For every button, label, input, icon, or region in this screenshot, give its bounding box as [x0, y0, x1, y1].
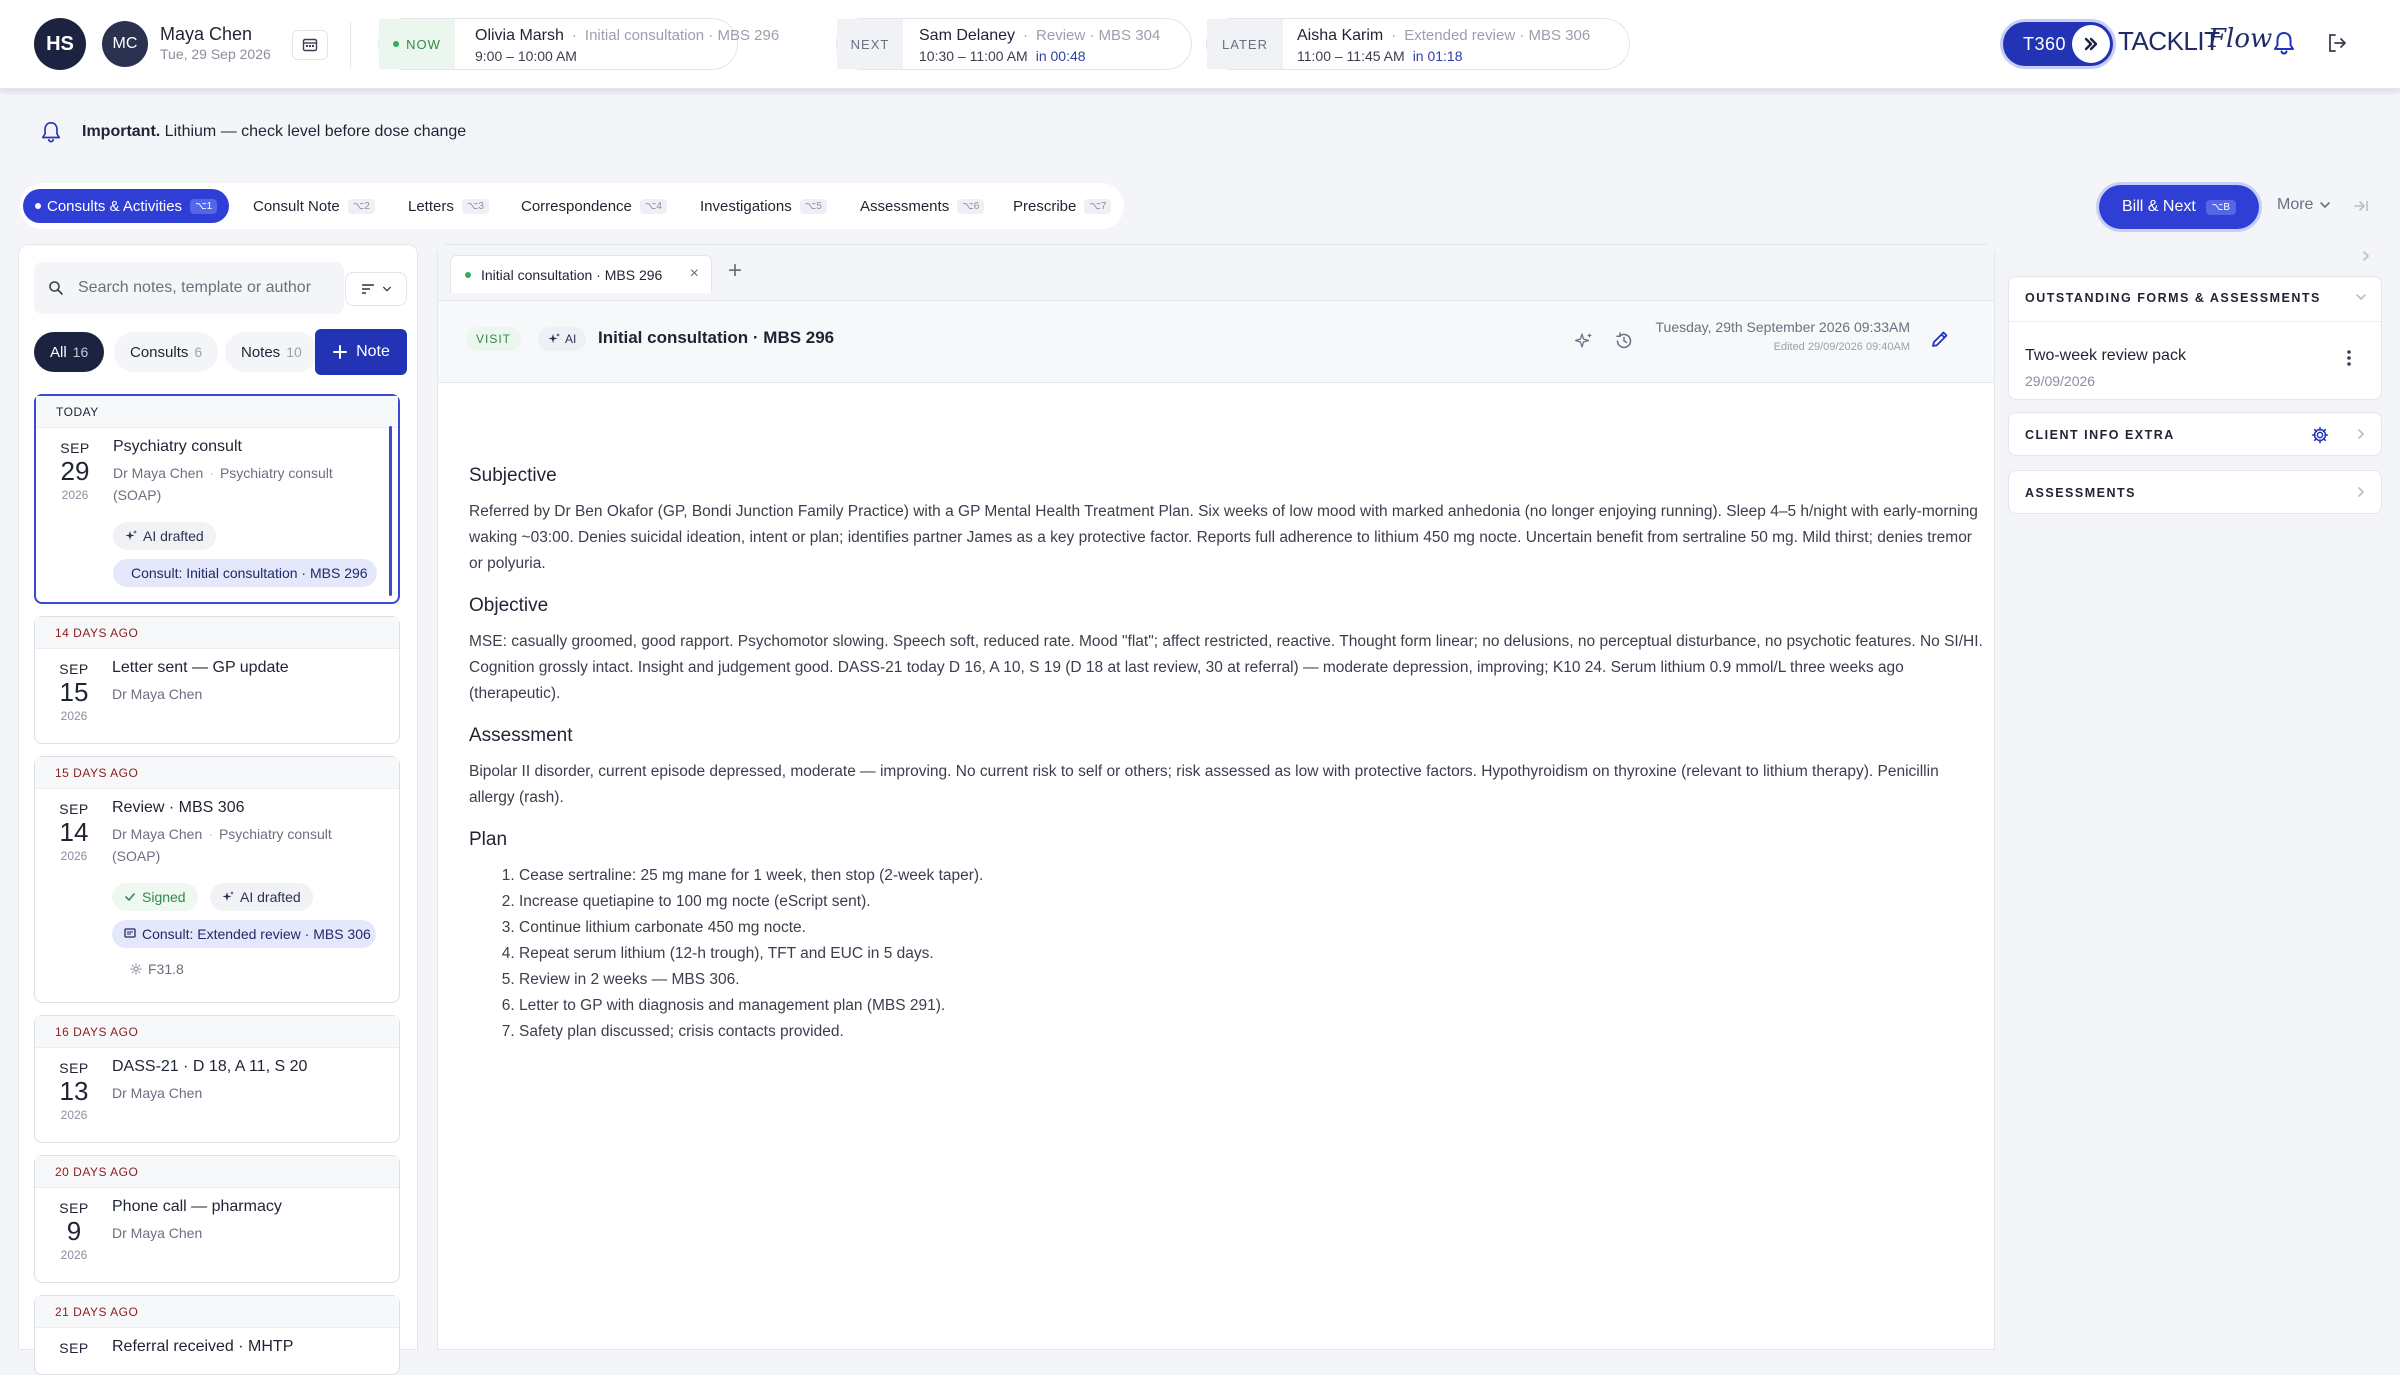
brand-logo: TACKLIT	[2118, 26, 2220, 56]
assessments-card[interactable]	[2008, 470, 2382, 514]
client-info-extra-card[interactable]	[2008, 412, 2382, 456]
appointment-next-client: Sam Delaney · Review · MBS 304	[919, 27, 1161, 44]
sort-icon	[360, 282, 376, 296]
activities-panel	[18, 244, 418, 1356]
form-date: 29/09/2026	[2025, 373, 2096, 389]
document-header-actions	[1574, 331, 1634, 351]
group-heading: 20 DAYS AGO	[35, 1156, 399, 1188]
notice-text: Important. Lithium — check level before dose change	[82, 123, 467, 140]
sort-button[interactable]	[345, 272, 407, 306]
item-day: 29	[60, 456, 90, 486]
item-year: 2026	[60, 1248, 88, 1262]
calendar-icon	[302, 37, 318, 53]
assessment-heading: Assessment	[469, 725, 573, 746]
appointment-next[interactable]	[836, 18, 1192, 70]
ai-sparkle-icon[interactable]	[1574, 331, 1594, 351]
appointment-now[interactable]	[378, 18, 780, 70]
signed-chip: Signed	[112, 883, 198, 911]
plan-item: 4. Repeat serum lithium (12-h trough), TFT and EUC in 5 days.	[519, 941, 1984, 967]
collapse-panel-icon[interactable]	[2352, 197, 2370, 215]
group-heading: 21 DAYS AGO	[35, 1296, 399, 1328]
plan-item: 3. Continue lithium carbonate 450 mg nocte.	[519, 915, 1984, 941]
activity-group-15-days[interactable]	[34, 756, 400, 1003]
bell-icon[interactable]	[2272, 30, 2296, 56]
tab-investigations[interactable]: Investigations ⌥5	[700, 189, 827, 223]
objective-heading: Objective	[469, 595, 549, 616]
item-month: SEP	[60, 440, 90, 456]
appointment-later-time: 11:00 – 11:45 AM in 01:18	[1297, 48, 1463, 64]
plan-item: 2. Increase quetiapine to 100 mg nocte (eScript sent).	[519, 889, 1984, 915]
edit-pencil-icon[interactable]	[1930, 329, 1950, 349]
check-icon	[124, 891, 136, 903]
search-icon	[48, 280, 64, 296]
subjective-heading: Subjective	[469, 465, 557, 486]
appointment-now-tag: NOW	[379, 19, 455, 69]
appointment-later[interactable]	[1206, 18, 1630, 70]
item-day: 9	[66, 1216, 82, 1246]
sparkle-icon	[125, 530, 137, 542]
item-month: SEP	[59, 1060, 89, 1076]
plan-list	[469, 863, 1984, 1045]
activity-group-14-days[interactable]	[34, 616, 400, 744]
item-meta: Dr Maya Chen	[112, 686, 203, 702]
plus-icon	[332, 344, 348, 360]
appointment-later-client: Aisha Karim · Extended review · MBS 306	[1297, 27, 1591, 44]
outstanding-forms-heading: OUTSTANDING FORMS & ASSESSMENTS	[2025, 291, 2321, 305]
chevron-down-icon	[382, 284, 392, 294]
history-icon[interactable]	[1614, 331, 1634, 351]
diagnosis-code: F31.8	[130, 961, 184, 977]
search-box	[34, 262, 344, 314]
appointment-later-tag: LATER	[1207, 19, 1283, 69]
top-bar	[0, 0, 2400, 89]
ai-drafted-chip: AI drafted	[113, 522, 216, 550]
document-datetime: Tuesday, 29th September 2026 09:33AM	[1655, 319, 1910, 335]
add-note-button[interactable]: Note	[315, 329, 407, 375]
plan-item: 5. Review in 2 weeks — MBS 306.	[519, 967, 1984, 993]
item-day: 14	[59, 817, 89, 847]
main-tabs	[20, 183, 1124, 229]
group-heading: TODAY	[36, 396, 398, 428]
item-meta: Dr Maya Chen	[112, 1225, 203, 1241]
document-panel	[437, 244, 1995, 1350]
calendar-button[interactable]	[292, 30, 328, 60]
activity-group-20-days[interactable]	[34, 1155, 400, 1283]
document-tab[interactable]: Initial consultation · MBS 296 ×	[450, 255, 712, 293]
chevron-down-icon	[2319, 199, 2331, 211]
item-month: SEP	[59, 661, 89, 677]
document-edited: Edited 29/09/2026 09:40AM	[1773, 341, 1910, 353]
logout-icon[interactable]	[2326, 32, 2348, 54]
bill-next-button[interactable]: Bill & Next ⌥B	[2099, 185, 2259, 229]
gear-icon[interactable]	[2311, 426, 2329, 444]
appointment-now-time: 9:00 – 10:00 AM	[475, 48, 577, 64]
item-title: Letter sent — GP update	[112, 659, 289, 676]
user-avatar[interactable]: MC	[102, 21, 148, 67]
item-meta: Dr Maya Chen · Psychiatry consult (SOAP)	[113, 465, 333, 503]
consult-link-chip[interactable]: Consult: Initial consultation · MBS 296	[113, 559, 377, 587]
comment-icon	[124, 928, 136, 940]
appointment-now-client: Olivia Marsh · Initial consultation · MBS 296	[475, 27, 780, 44]
activity-group-today[interactable]	[34, 394, 400, 604]
item-year: 2026	[60, 709, 88, 723]
chevron-right-icon[interactable]	[2355, 486, 2367, 498]
tab-assessments[interactable]: Assessments ⌥6	[860, 189, 984, 223]
item-title: Phone call — pharmacy	[112, 1198, 282, 1215]
item-meta: Dr Maya Chen	[112, 1085, 203, 1101]
plan-heading: Plan	[469, 829, 508, 850]
item-month: SEP	[59, 1200, 89, 1216]
item-title: Psychiatry consult	[113, 438, 242, 455]
filter-consults[interactable]: Consults 6	[114, 332, 218, 372]
item-year: 2026	[60, 849, 88, 863]
appointment-next-tag: NEXT	[837, 19, 903, 69]
tab-prescribe[interactable]: Prescribe ⌥7	[1013, 189, 1111, 223]
important-notice	[0, 112, 2400, 152]
item-month: SEP	[59, 1340, 89, 1356]
item-day: 13	[59, 1076, 89, 1106]
group-heading: 15 DAYS AGO	[35, 757, 399, 789]
activity-group-21-days[interactable]	[34, 1295, 400, 1375]
item-title: Review · MBS 306	[112, 799, 245, 816]
ai-tag: AI	[538, 327, 586, 351]
tab-consults-activities[interactable]: Consults & Activities ⌥1	[23, 189, 229, 223]
chevrons-right-icon	[2072, 25, 2110, 63]
group-heading: 16 DAYS AGO	[35, 1016, 399, 1048]
subjective-text: Referred by Dr Ben Okafor (GP, Bondi Junction Family Practice) with a GP Mental Health Treatment Plan. Six weeks of low mood with marked anhedonia (no longer enjoying running). Sleep 4–5 h/night with early-morning waking ~03:00. Denies suicidal ideation, intent or plan; identifies partner James as a key protective factor. Reports full adherence to lithium 450 mg nocte. Uncertain benefit from sertraline 50 mg. Mild thirst; denies tremor or polyuria.	[469, 503, 1978, 572]
note-body[interactable]	[469, 463, 1984, 1045]
activity-group-16-days[interactable]	[34, 1015, 400, 1143]
item-title: Referral received · MHTP	[112, 1338, 294, 1355]
visit-tag: VISIT	[466, 327, 521, 351]
plan-item: 1. Cease sertraline: 25 mg mane for 1 week, then stop (2-week taper).	[519, 863, 1984, 889]
org-avatar[interactable]: HS	[34, 18, 86, 70]
more-vertical-icon[interactable]	[2347, 349, 2351, 367]
appointment-next-time: 10:30 – 11:00 AM in 00:48	[919, 48, 1086, 64]
item-month: SEP	[59, 801, 89, 817]
brand-logo-script: Flow	[2208, 24, 2273, 54]
chevron-right-icon[interactable]	[2355, 428, 2367, 440]
plan-item: 6. Letter to GP with diagnosis and management plan (MBS 291).	[519, 993, 1984, 1019]
chevron-down-icon[interactable]	[2355, 291, 2367, 303]
divider	[2009, 321, 2381, 322]
outstanding-forms-card	[2008, 276, 2382, 400]
form-title[interactable]: Two-week review pack	[2025, 347, 2186, 364]
objective-text: MSE: casually groomed, good rapport. Psychomotor slowing. Speech soft, reduced rate. Mood "flat"; affect restricted, reactive. Thought form linear; no delusions, no perceptual disturbance, no psychotic features. No SI/HI. Cognition grossly intact. Insight and judgement good. DASS-21 today D 16, A 10, S 19 (D 18 at last review, 30 at referral) — moderate depression, improving; K10 24. Serum lithium 0.9 mmol/L three weeks ago (therapeutic).	[469, 633, 1983, 702]
document-header	[438, 301, 1994, 383]
user-name: Maya Chen	[160, 24, 253, 44]
document-title: Initial consultation · MBS 296	[598, 328, 835, 347]
close-icon[interactable]: ×	[689, 265, 699, 282]
add-tab-button[interactable]: +	[728, 257, 743, 284]
document-tabs	[438, 245, 1994, 301]
item-day: 15	[59, 677, 89, 707]
group-heading: 14 DAYS AGO	[35, 617, 399, 649]
sparkle-icon	[548, 333, 560, 345]
chevron-right-icon[interactable]	[2360, 250, 2372, 262]
sparkle-icon	[222, 891, 234, 903]
ai-drafted-chip: AI drafted	[210, 883, 313, 911]
user-date: Tue, 29 Sep 2026	[160, 46, 271, 62]
t360-badge[interactable]	[2003, 22, 2113, 66]
search-input[interactable]	[78, 276, 334, 300]
tab-letters[interactable]: Letters ⌥3	[408, 189, 489, 223]
more-menu[interactable]: More	[2277, 196, 2331, 214]
item-meta: Dr Maya Chen · Psychiatry consult (SOAP)	[112, 826, 332, 864]
item-year: 2026	[60, 1108, 88, 1122]
client-info-heading: CLIENT INFO EXTRA	[2025, 428, 2175, 442]
bell-icon	[40, 120, 62, 144]
tab-correspondence[interactable]: Correspondence ⌥4	[521, 189, 667, 223]
item-year: 2026	[61, 488, 89, 502]
tab-consult-note[interactable]: Consult Note ⌥2	[253, 189, 375, 223]
item-title: DASS-21 · D 18, A 11, S 20	[112, 1058, 308, 1075]
divider	[350, 22, 351, 68]
filter-notes[interactable]: Notes 10	[225, 332, 318, 372]
filter-all[interactable]: All 16	[34, 332, 104, 372]
gear-icon	[130, 963, 142, 975]
plan-item: 7. Safety plan discussed; crisis contacts provided.	[519, 1019, 1984, 1045]
scroll-indicator	[389, 426, 392, 596]
assessments-heading: ASSESSMENTS	[2025, 486, 2136, 500]
assessment-text: Bipolar II disorder, current episode depressed, moderate — improving. No current risk to self or others; risk assessed as low with protective factors. Hypothyroidism on thyroxine (relevant to lithium therapy). Penicillin allergy (rash).	[469, 763, 1939, 806]
consult-link-chip[interactable]: Consult: Extended review · MBS 306	[112, 920, 376, 948]
t360-label: T360	[2023, 34, 2067, 54]
